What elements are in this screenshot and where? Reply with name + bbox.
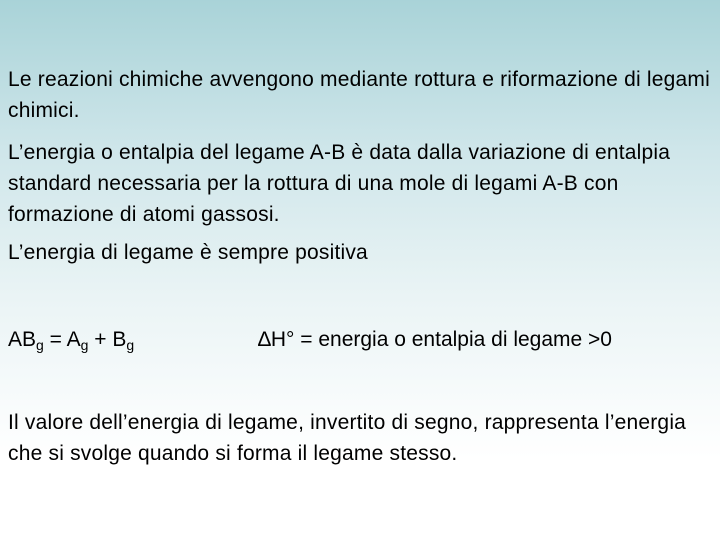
subscript-gas: g <box>36 337 44 353</box>
paragraph-bond-energy-definition: L’energia o entalpia del legame A-B è data dalla variazione di entalpia standard necessaria per la rottura di una mole di legami A-B con formazione di atomi gassosi. <box>8 141 671 226</box>
paragraph-reactions: Le reazioni chimiche avvengono mediante rottura e riformazione di legami chimici. <box>8 68 710 122</box>
equation-line <box>8 324 714 358</box>
species-ab: AB <box>8 328 37 351</box>
enthalpy-statement: ∆H° = energia o entalpia di legame >0 <box>258 328 612 351</box>
paragraph-inverted-sign: Il valore dell’energia di legame, invertito di segno, rappresenta l’energia che si svolge quando si forma il legame stesso. <box>8 411 687 465</box>
equals-a: = A <box>43 328 81 351</box>
reaction-equation <box>8 324 134 355</box>
plus-b: + B <box>88 328 127 351</box>
subscript-gas: g <box>80 337 89 353</box>
subscript-gas: g <box>126 337 135 353</box>
paragraph-always-positive: L’energia di legame è sempre positiva <box>8 241 368 264</box>
